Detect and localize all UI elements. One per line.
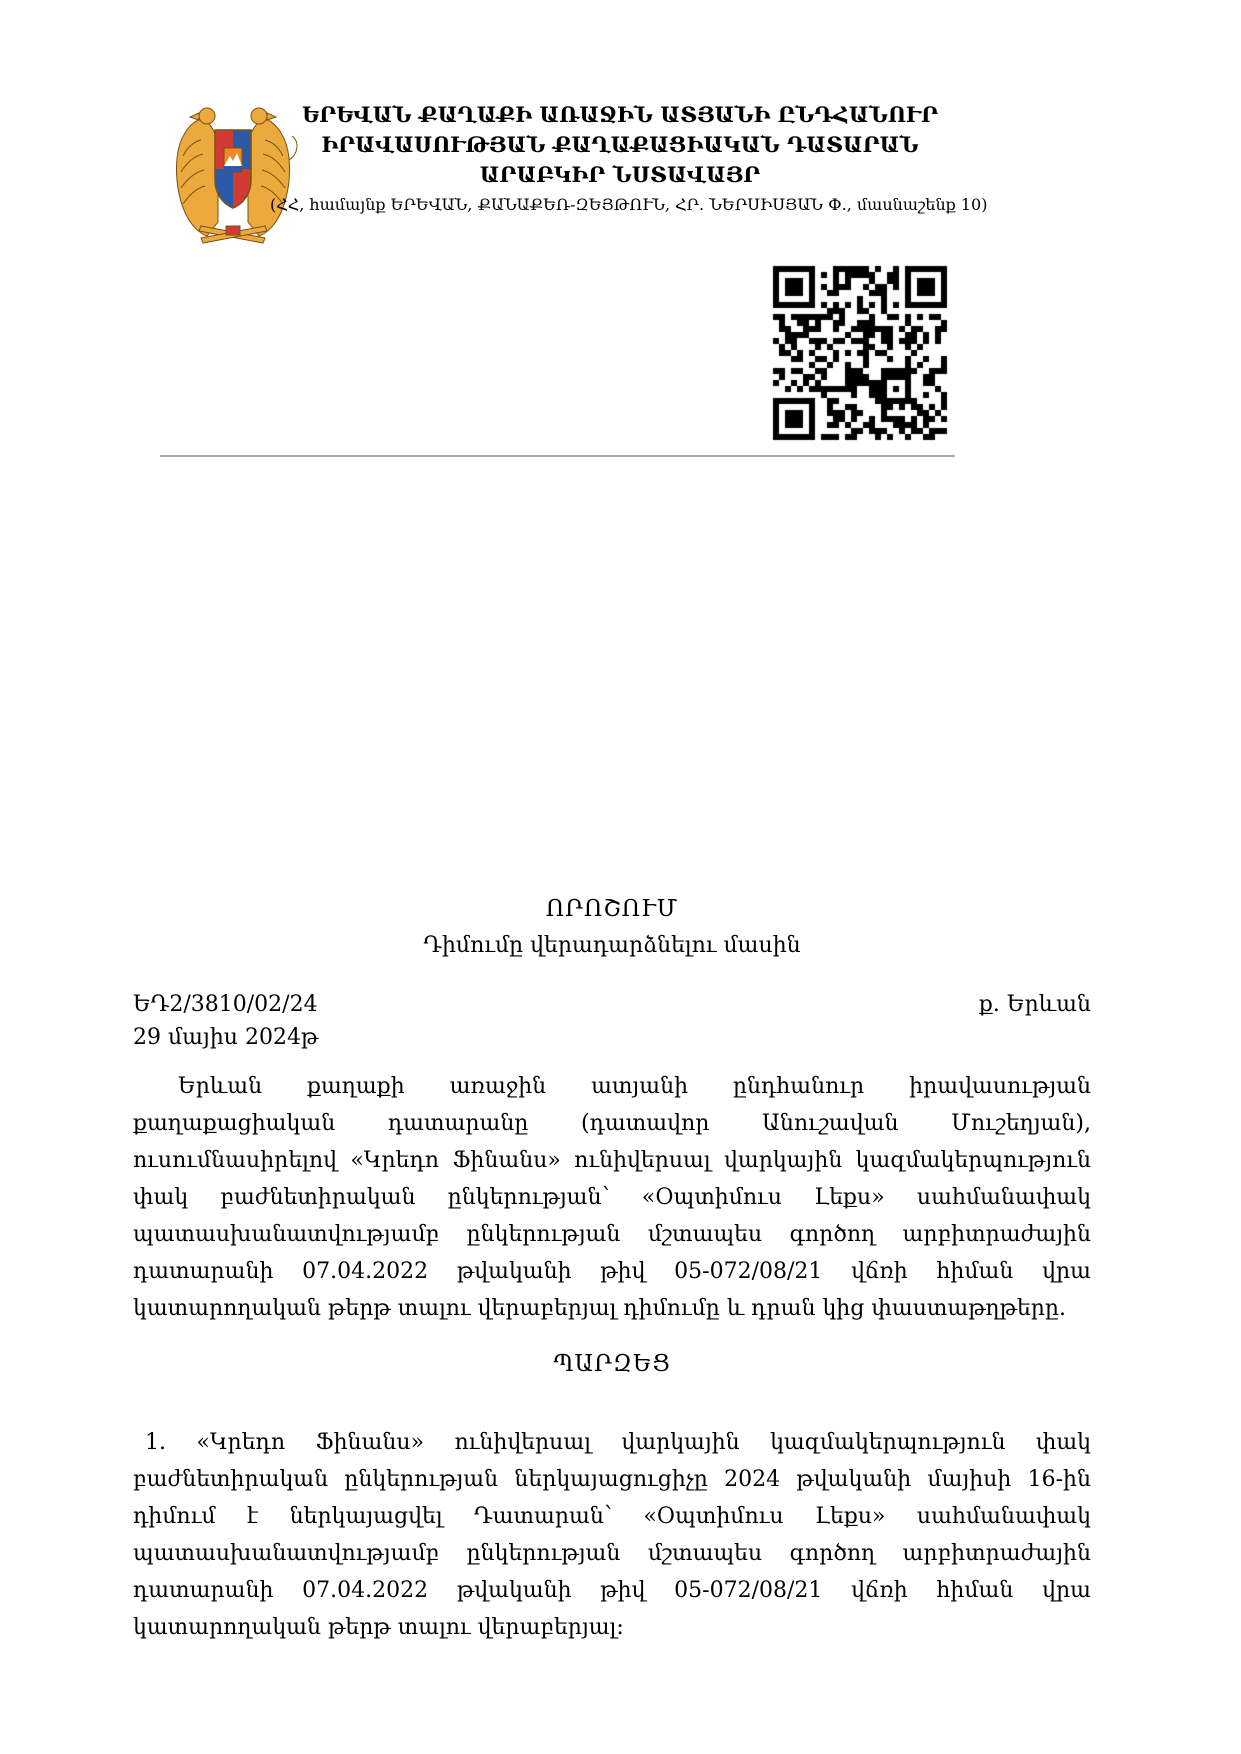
- intro-paragraph: Երևան քաղաքի առաջին ատյանի ընդհանուր իրավասության քաղաքացիական դատարանը (դատավոր Անուշավան Մուշեղյան), ուսումնասիրելով «Կրեդո Ֆինանս» ունիվերսալ վարկային կազմակերպություն փակ բաժնետիրական ընկերության՝ «Օպտիմուս Լեքս» սահմանափակ պատասխանատվությամբ ընկերության մշտապես գործող արբիտրաժային դատարանի 07.04.2022 թվականի թիվ 05-072/08/21 վճռի հիման վրա կատարողական թերթ տալու վերաբերյալ դիմումը և դրան կից փաստաթղթերը.: [133, 1074, 1091, 1321]
- court-residence: ԱՐԱԲԿԻՐ ՆՍՏԱՎԱՅՐ: [479, 162, 761, 187]
- decision-date: 29 մայիս 2024թ: [133, 1025, 319, 1050]
- decision-title: ՈՐՈՇՈՒՄ: [545, 896, 679, 922]
- header-divider: [160, 455, 955, 457]
- court-name-line-2: ԻՐԱՎԱՍՈՒԹՅԱՆ ՔԱՂԱՔԱՑԻԱԿԱՆ ԴԱՏԱՐԱՆ: [321, 132, 919, 157]
- case-row: [133, 990, 1091, 1020]
- court-address: (ՀՀ, համայնք ԵՐԵՎԱՆ, ՔԱՆԱՔԵՌ-ԶԵՅԹՈՒՆ, ՀՐ. ՆԵՐՍԻՍՅԱՆ Փ., մասնաշենք 10): [270, 195, 988, 214]
- finding-item-1: 1. «Կրեդո Ֆինանս» ունիվերսալ վարկային կազմակերպություն փակ բաժնետիրական ընկերության ներկայացուցիչը 2024 թվականի մայիսի 16-ին դիմում է ներկայացվել Դատարան՝ «Օպտիմուս Լեքս» սահմանափակ պատասխանատվությամբ ընկերության մշտապես գործող արբիտրաժային դատարանի 07.04.2022 թվականի թիվ 05-072/08/21 վճռի հիման վրա կատարողական թերթ տալու վերաբերյալ։: [133, 1430, 1091, 1640]
- qr-code-icon: [765, 258, 955, 448]
- case-number: ԵԴ2/3810/02/24: [133, 992, 318, 1017]
- court-name-line-1: ԵՐԵՎԱՆ ՔԱՂԱՔԻ ԱՌԱՋԻՆ ԱՏՅԱՆԻ ԸՆԴՀԱՆՈՒՐ: [301, 102, 939, 127]
- decision-city: ք. Երևան: [978, 992, 1091, 1017]
- section-heading: ՊԱՐԶԵՑ: [553, 1351, 671, 1377]
- court-header: [270, 100, 988, 217]
- decision-subtitle: Դիմումը վերադարձնելու մասին: [423, 933, 801, 958]
